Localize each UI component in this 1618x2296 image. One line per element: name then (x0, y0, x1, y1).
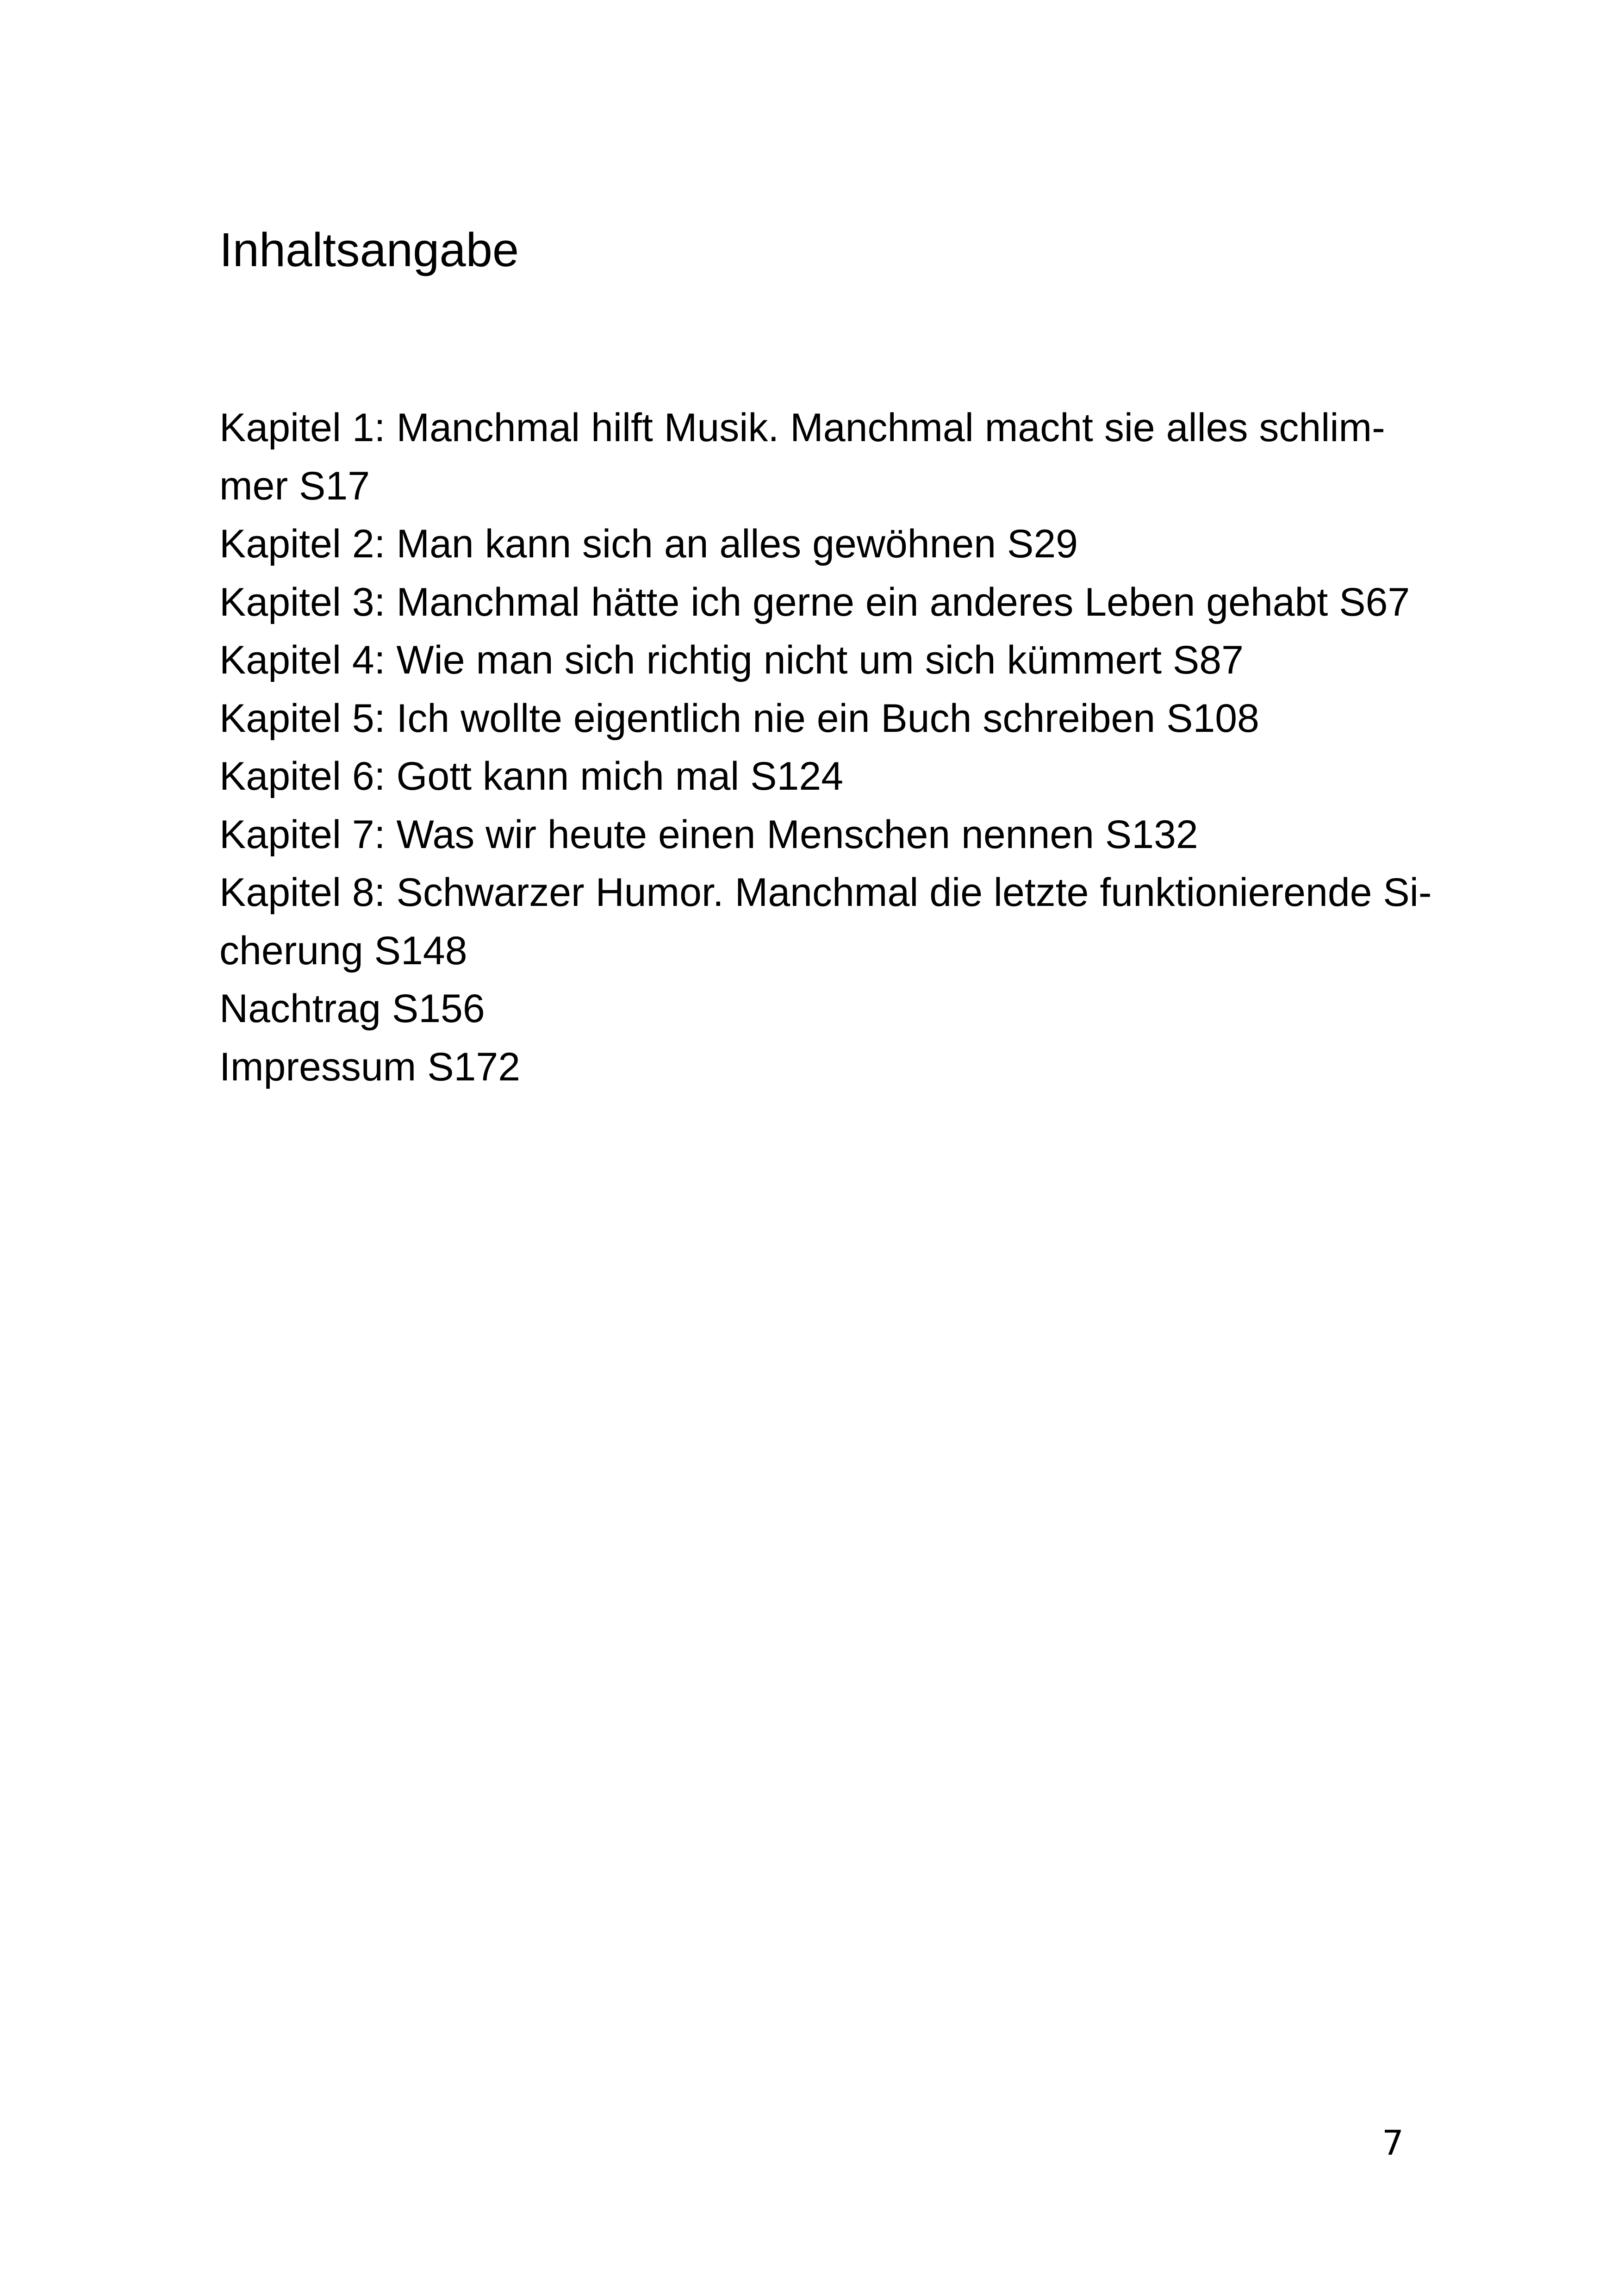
table-of-contents (219, 399, 1431, 1096)
toc-line: Impressum S172 (219, 1044, 521, 1089)
toc-line: Kapitel 2: Man kann sich an alles gewöhnen S29 (219, 522, 1078, 566)
page-title: Inhaltsangabe (219, 223, 519, 276)
page-number: 7 (1382, 2123, 1404, 2163)
toc-line: cherung S148 (219, 928, 467, 973)
toc-line: Kapitel 7: Was wir heute einen Menschen nennen S132 (219, 812, 1198, 857)
toc-line: Kapitel 1: Manchmal hilft Musik. Manchmal macht sie alles schlim- (219, 406, 1385, 450)
toc-line: Nachtrag S156 (219, 986, 485, 1031)
toc-line: Kapitel 8: Schwarzer Humor. Manchmal die letzte funktionierende Si- (219, 870, 1432, 915)
toc-line: mer S17 (219, 463, 370, 508)
toc-line: Kapitel 6: Gott kann mich mal S124 (219, 754, 844, 799)
toc-line: Kapitel 3: Manchmal hätte ich gerne ein anderes Leben gehabt S67 (219, 580, 1410, 624)
toc-line: Kapitel 5: Ich wollte eigentlich nie ein Buch schreiben S108 (219, 696, 1259, 741)
toc-line: Kapitel 4: Wie man sich richtig nicht um sich kümmert S87 (219, 638, 1244, 682)
